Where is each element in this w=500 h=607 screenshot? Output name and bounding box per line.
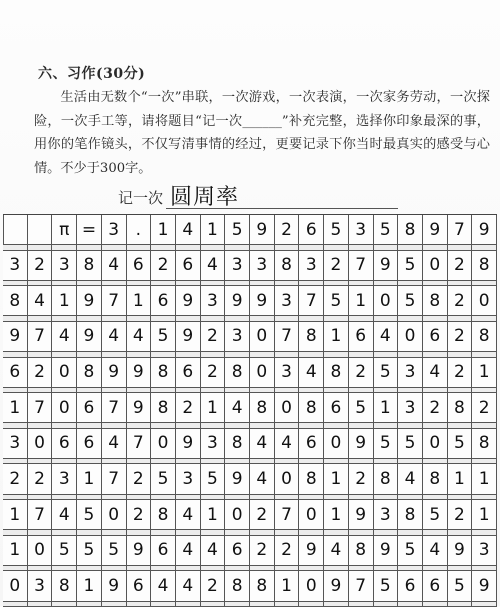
grid-cell: 8 — [225, 429, 250, 459]
grid-cell: 2 — [423, 393, 448, 423]
grid-cell: 8 — [225, 571, 250, 601]
grid-cell: 8 — [225, 358, 250, 388]
essay-title-handwriting: 圆周率 — [170, 185, 240, 210]
grid-cell: 5 — [398, 251, 423, 281]
grid-cell: 1 — [448, 464, 473, 494]
grid-cell: 5 — [398, 536, 423, 566]
grid-cell: 9 — [225, 286, 250, 316]
grid-cell: 7 — [349, 251, 374, 281]
grid-cell: 4 — [28, 286, 53, 316]
grid-cell: 1 — [275, 571, 300, 601]
grid-cell: 8 — [151, 500, 176, 530]
grid-cell: 3 — [472, 536, 497, 566]
grid-cell — [28, 215, 53, 245]
grid-cell: 4 — [374, 322, 399, 352]
grid-row-spacer — [3, 602, 28, 607]
grid-cell: 1 — [324, 322, 349, 352]
grid-cell: 7 — [448, 215, 473, 245]
grid-cell: 2 — [151, 251, 176, 281]
grid-cell: 1 — [52, 286, 77, 316]
grid-row-spacer — [176, 602, 201, 607]
grid-cell: 5 — [398, 429, 423, 459]
grid-cell: 3 — [201, 429, 226, 459]
grid-row-spacer — [77, 602, 102, 607]
grid-cell: 9 — [448, 536, 473, 566]
grid-cell: 6 — [151, 536, 176, 566]
grid-cell: 1 — [3, 393, 28, 423]
grid-cell: 4 — [176, 536, 201, 566]
grid-cell: 8 — [448, 393, 473, 423]
grid-cell: 7 — [349, 571, 374, 601]
grid-cell: 8 — [299, 393, 324, 423]
grid-cell: 9 — [176, 286, 201, 316]
grid-row-spacer — [127, 602, 152, 607]
grid-cell: 1 — [127, 286, 152, 316]
grid-cell: 6 — [151, 286, 176, 316]
grid-cell: π — [52, 215, 77, 245]
grid-cell: 3 — [52, 464, 77, 494]
grid-cell: 0 — [3, 571, 28, 601]
grid-row-spacer — [374, 602, 399, 607]
grid-cell: 8 — [349, 536, 374, 566]
grid-cell: 0 — [28, 429, 53, 459]
grid-cell: . — [127, 215, 152, 245]
grid-cell: 9 — [176, 322, 201, 352]
grid-cell: 9 — [423, 215, 448, 245]
grid-row-spacer — [225, 602, 250, 607]
grid-cell: 3 — [3, 429, 28, 459]
grid-row-spacer — [423, 602, 448, 607]
grid-cell: 6 — [77, 429, 102, 459]
grid-cell: 4 — [102, 429, 127, 459]
grid-cell: 4 — [151, 571, 176, 601]
grid-cell: 4 — [52, 500, 77, 530]
grid-cell: 5 — [151, 322, 176, 352]
grid-cell: 4 — [127, 322, 152, 352]
grid-cell: 5 — [201, 464, 226, 494]
grid-cell: 5 — [151, 464, 176, 494]
grid-cell: 4 — [275, 429, 300, 459]
grid-cell: 7 — [28, 393, 53, 423]
grid-cell: 3 — [225, 322, 250, 352]
essay-title-label: 记一次 — [118, 189, 164, 207]
grid-cell: 1 — [324, 464, 349, 494]
grid-cell: 7 — [28, 500, 53, 530]
grid-cell: 9 — [127, 358, 152, 388]
grid-cell: 6 — [398, 571, 423, 601]
grid-cell: 4 — [176, 571, 201, 601]
grid-cell: 0 — [275, 393, 300, 423]
grid-cell: 2 — [201, 322, 226, 352]
grid-cell: 8 — [77, 251, 102, 281]
grid-cell: 4 — [299, 358, 324, 388]
grid-cell: 5 — [423, 500, 448, 530]
grid-cell: 9 — [102, 571, 127, 601]
grid-cell: 7 — [102, 286, 127, 316]
grid-cell: 1 — [472, 464, 497, 494]
grid-cell: 5 — [77, 536, 102, 566]
grid-cell: 0 — [52, 358, 77, 388]
grid-cell: 1 — [201, 500, 226, 530]
grid-cell: 6 — [324, 393, 349, 423]
section-heading: 六、习作(30分) — [38, 66, 146, 82]
grid-cell: 3 — [299, 251, 324, 281]
grid-cell: 9 — [374, 536, 399, 566]
grid-cell: 2 — [448, 286, 473, 316]
grid-cell: 9 — [77, 286, 102, 316]
grid-cell: 5 — [324, 286, 349, 316]
grid-cell: 2 — [176, 393, 201, 423]
grid-cell: 4 — [250, 464, 275, 494]
grid-cell: 2 — [3, 464, 28, 494]
grid-cell: 3 — [250, 251, 275, 281]
grid-cell: 5 — [374, 429, 399, 459]
grid-cell: 3 — [201, 286, 226, 316]
grid-cell: 8 — [423, 286, 448, 316]
grid-cell: 5 — [324, 215, 349, 245]
grid-cell: 1 — [324, 500, 349, 530]
grid-cell: 8 — [151, 358, 176, 388]
grid-cell: 4 — [52, 322, 77, 352]
grid-cell: 4 — [102, 251, 127, 281]
grid-cell: 8 — [151, 393, 176, 423]
grid-cell: 0 — [275, 464, 300, 494]
grid-cell: 3 — [3, 251, 28, 281]
grid-cell: 8 — [472, 322, 497, 352]
grid-cell: 8 — [3, 286, 28, 316]
grid-row-spacer — [250, 602, 275, 607]
grid-cell: 5 — [225, 215, 250, 245]
grid-cell: 0 — [472, 286, 497, 316]
grid-cell: 4 — [102, 322, 127, 352]
grid-cell: 4 — [423, 536, 448, 566]
grid-cell: 5 — [448, 571, 473, 601]
grid-cell: 2 — [275, 215, 300, 245]
grid-cell: 2 — [28, 358, 53, 388]
grid-cell: 4 — [225, 393, 250, 423]
grid-cell: 9 — [3, 322, 28, 352]
writing-prompt: 生活由无数个“一次”串联，一次游戏，一次表演，一次家务劳动，一次探险，一次手工等，请将题目“记一次______”补充完整，选择你印象最深的事，用你的笔作镜头，不仅写清事情的经过，更要记录下你当时最真实的感受与心情。不少于300字。 — [34, 90, 490, 176]
grid-cell: 2 — [349, 464, 374, 494]
grid-cell: 6 — [423, 571, 448, 601]
grid-cell: 4 — [398, 464, 423, 494]
grid-cell: 1 — [3, 500, 28, 530]
grid-row-spacer — [52, 602, 77, 607]
grid-cell: 8 — [299, 464, 324, 494]
writing-grid — [3, 214, 497, 607]
grid-cell: 1 — [77, 464, 102, 494]
grid-cell: 8 — [472, 429, 497, 459]
grid-cell: 6 — [127, 251, 152, 281]
grid-cell: 7 — [127, 429, 152, 459]
grid-cell: 8 — [250, 393, 275, 423]
grid-cell: 2 — [28, 251, 53, 281]
grid-cell: 8 — [423, 464, 448, 494]
grid-cell: 2 — [201, 571, 226, 601]
grid-cell: 5 — [448, 429, 473, 459]
grid-cell: 9 — [349, 500, 374, 530]
grid-row-spacer — [28, 602, 53, 607]
grid-cell: 6 — [176, 251, 201, 281]
grid-cell: 3 — [398, 393, 423, 423]
grid-cell: 3 — [275, 358, 300, 388]
grid-cell: 5 — [52, 536, 77, 566]
grid-cell: 2 — [127, 500, 152, 530]
grid-cell: 3 — [28, 571, 53, 601]
grid-cell: 3 — [176, 464, 201, 494]
grid-cell: 0 — [250, 322, 275, 352]
grid-cell: 6 — [349, 322, 374, 352]
grid-cell: 6 — [423, 322, 448, 352]
grid-cell: 8 — [324, 358, 349, 388]
grid-cell: 9 — [250, 215, 275, 245]
grid-cell: 3 — [374, 500, 399, 530]
grid-cell: 2 — [201, 358, 226, 388]
grid-cell: 2 — [448, 358, 473, 388]
grid-cell: 5 — [398, 286, 423, 316]
grid-cell: 9 — [374, 251, 399, 281]
grid-cell: 2 — [448, 500, 473, 530]
grid-cell: 4 — [201, 536, 226, 566]
grid-cell: 9 — [127, 393, 152, 423]
grid-cell: 1 — [374, 393, 399, 423]
grid-cell — [3, 215, 28, 245]
grid-cell: 7 — [299, 286, 324, 316]
grid-row-spacer — [398, 602, 423, 607]
grid-cell: 9 — [299, 536, 324, 566]
grid-row-spacer — [324, 602, 349, 607]
essay-title-row — [118, 180, 398, 210]
grid-cell: 8 — [472, 251, 497, 281]
grid-cell: 5 — [102, 536, 127, 566]
grid-cell: 8 — [275, 251, 300, 281]
grid-cell: 2 — [448, 251, 473, 281]
grid-cell: 0 — [299, 500, 324, 530]
grid-cell: 9 — [225, 464, 250, 494]
grid-cell: 3 — [225, 251, 250, 281]
grid-row-spacer — [275, 602, 300, 607]
grid-cell: 5 — [374, 215, 399, 245]
grid-cell: 1 — [349, 286, 374, 316]
grid-cell: 3 — [275, 286, 300, 316]
grid-cell: 9 — [102, 358, 127, 388]
grid-cell: 2 — [472, 393, 497, 423]
grid-cell: 7 — [275, 500, 300, 530]
grid-row-spacer — [472, 602, 497, 607]
grid-cell: 0 — [299, 571, 324, 601]
grid-cell: 0 — [423, 251, 448, 281]
grid-cell: 2 — [448, 322, 473, 352]
grid-cell: 0 — [102, 500, 127, 530]
grid-cell: 2 — [275, 536, 300, 566]
grid-cell: 2 — [28, 464, 53, 494]
grid-cell: 0 — [225, 500, 250, 530]
grid-cell: 6 — [127, 571, 152, 601]
grid-cell: 7 — [102, 393, 127, 423]
grid-row-spacer — [201, 602, 226, 607]
grid-cell: 6 — [52, 429, 77, 459]
grid-cell: 4 — [250, 429, 275, 459]
grid-cell: 7 — [102, 464, 127, 494]
grid-cell: 2 — [349, 358, 374, 388]
grid-cell: 6 — [77, 393, 102, 423]
grid-row-spacer — [299, 602, 324, 607]
grid-cell: 9 — [324, 571, 349, 601]
grid-cell: 6 — [176, 358, 201, 388]
grid-cell: 2 — [324, 251, 349, 281]
grid-cell: 3 — [349, 215, 374, 245]
grid-cell: 0 — [324, 429, 349, 459]
grid-cell: 8 — [299, 322, 324, 352]
grid-cell: 6 — [3, 358, 28, 388]
grid-cell: 5 — [374, 571, 399, 601]
grid-cell: 3 — [52, 251, 77, 281]
grid-cell: 3 — [102, 215, 127, 245]
grid-cell: 9 — [250, 286, 275, 316]
grid-cell: 0 — [52, 393, 77, 423]
grid-cell: 4 — [176, 500, 201, 530]
grid-cell: 6 — [299, 215, 324, 245]
grid-cell: 0 — [28, 536, 53, 566]
grid-cell: 1 — [3, 536, 28, 566]
grid-cell: 7 — [275, 322, 300, 352]
grid-cell: 4 — [201, 251, 226, 281]
grid-cell: 5 — [349, 393, 374, 423]
grid-cell: 8 — [77, 358, 102, 388]
grid-cell: 1 — [77, 571, 102, 601]
grid-cell: 0 — [151, 429, 176, 459]
grid-cell: 4 — [176, 215, 201, 245]
grid-row-spacer — [349, 602, 374, 607]
grid-cell: 7 — [28, 322, 53, 352]
grid-cell: 5 — [77, 500, 102, 530]
grid-cell: 8 — [374, 464, 399, 494]
grid-cell: 8 — [398, 215, 423, 245]
grid-cell: 8 — [250, 571, 275, 601]
grid-cell: 9 — [472, 215, 497, 245]
grid-cell: 9 — [176, 429, 201, 459]
grid-cell: 0 — [423, 429, 448, 459]
grid-cell: 2 — [250, 536, 275, 566]
grid-cell: 1 — [201, 393, 226, 423]
grid-cell: 9 — [127, 536, 152, 566]
grid-cell: 1 — [472, 358, 497, 388]
grid-row-spacer — [151, 602, 176, 607]
grid-cell: 2 — [127, 464, 152, 494]
grid-cell: 6 — [299, 429, 324, 459]
grid-cell: = — [77, 215, 102, 245]
grid-cell: 4 — [324, 536, 349, 566]
grid-cell: 0 — [374, 286, 399, 316]
grid-cell: 8 — [52, 571, 77, 601]
grid-cell: 4 — [423, 358, 448, 388]
grid-cell: 8 — [398, 500, 423, 530]
grid-cell: 9 — [77, 322, 102, 352]
grid-cell: 2 — [250, 500, 275, 530]
grid-cell: 1 — [472, 500, 497, 530]
grid-cell: 5 — [374, 358, 399, 388]
grid-cell: 9 — [349, 429, 374, 459]
grid-cell: 3 — [398, 358, 423, 388]
grid-cell: 1 — [151, 215, 176, 245]
grid-cell: 6 — [225, 536, 250, 566]
grid-cell: 0 — [398, 322, 423, 352]
grid-row-spacer — [448, 602, 473, 607]
grid-row-spacer — [102, 602, 127, 607]
grid-cell: 0 — [250, 358, 275, 388]
grid-cell: 9 — [472, 571, 497, 601]
grid-cell: 1 — [201, 215, 226, 245]
